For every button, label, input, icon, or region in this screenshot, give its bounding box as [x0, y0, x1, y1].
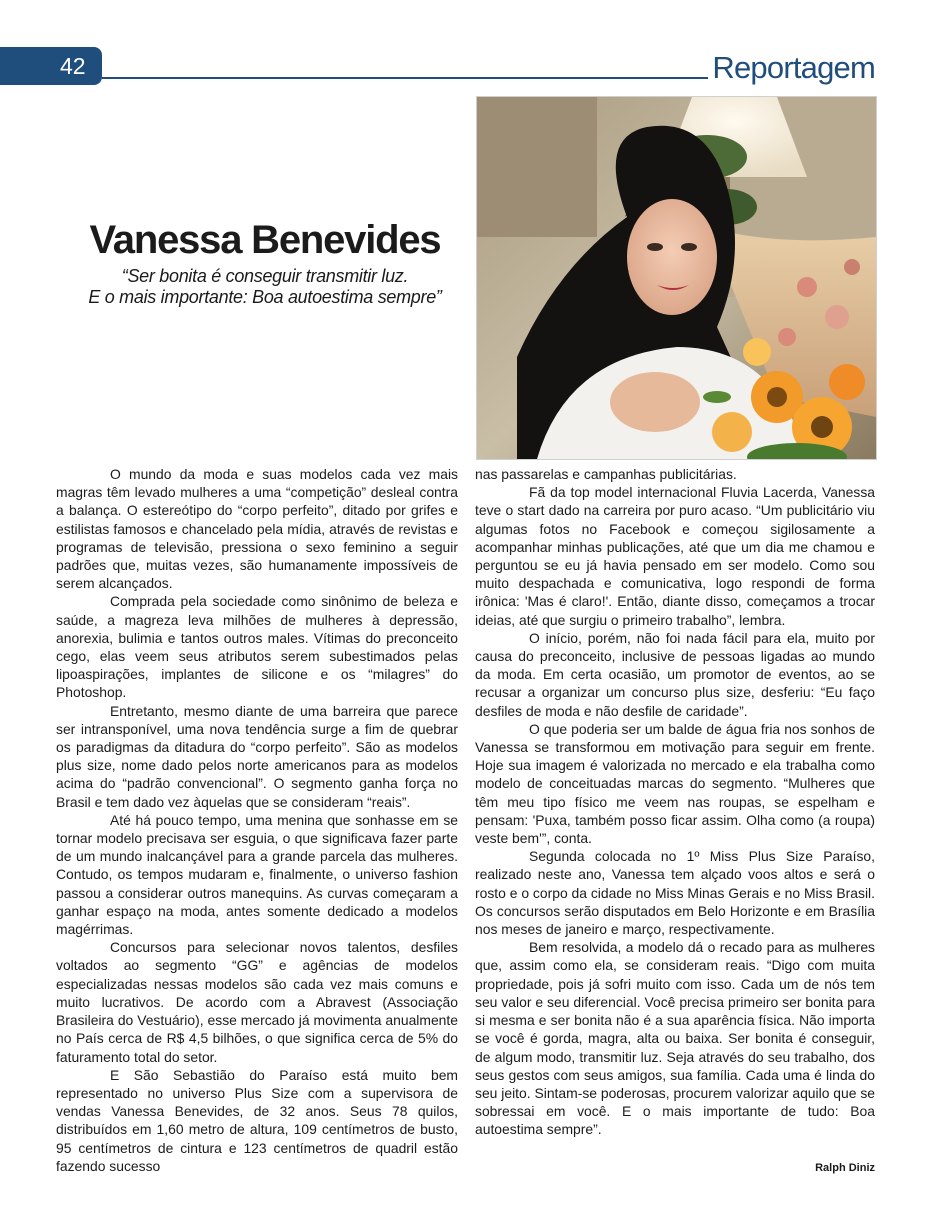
- article-column-right: [475, 465, 875, 1139]
- paragraph: O mundo da moda e suas modelos cada vez mais magras têm levado mulheres a uma “competição” desleal contra a balança. O estereótipo do “corpo perfeito”, ditado por grifes e estilistas famosos e chancelado pela mídia, através de revistas e programas de televisão, pressiona o sexo feminino a seguir padrões que, muitas vezes, são humanamente impossíveis de serem alcançados.: [56, 466, 458, 592]
- paragraph: Bem resolvida, a modelo dá o recado para as mulheres que, assim como ela, se consideram reais. “Digo com muita propriedade, pois já sofri muito com isso. Cada um de nós tem seu valor e seu diferencial. Você precisa primeiro ser bonita para si mesma e ser bonita não é a sua aparência física. Não importa se você é gorda, magra, alta ou baixa. Ser bonita é conseguir, de algum modo, transmitir luz. Seja através do seu trabalho, dos seus gestos com seus amigos, sua família. Cada uma é linda do seu jeito. Sintam-se poderosas, procurem valorizar aquilo que se sobressai em você. E o mais importante de tudo: Boa autoestima sempre”.: [475, 939, 875, 1138]
- quote-line-1: “Ser bonita é conseguir transmitir luz.: [121, 266, 409, 286]
- portrait-photo: [476, 96, 877, 460]
- paragraph: E São Sebastião do Paraíso está muito bem representado no universo Plus Size com a supervisora de vendas Vanessa Benevides, de 32 anos. Seus 78 quilos, distribuídos em 1,60 metro de altura, 109 centímetros de busto, 95 centímetros de cintura e 123 centímetros de quadril estão fazendo sucesso: [56, 1066, 458, 1174]
- section-title: Reportagem: [712, 50, 875, 85]
- page-number: 42: [60, 53, 86, 79]
- author-byline: Ralph Diniz: [815, 1162, 875, 1174]
- paragraph: Comprada pela sociedade como sinônimo de beleza e saúde, a magreza leva milhões de mulheres à depressão, anorexia, bulimia e tantos outros males. Vítimas do preconceito cego, elas veem seus atributos serem subestimados pelas lipoaspirações, implantes de silicone e os “milagres” do Photoshop.: [56, 593, 458, 701]
- paragraph: Concursos para selecionar novos talentos, desfiles voltados ao segmento “GG” e agências de modelos especializadas nessas modelos são cada vez mais comuns e muito lucrativos. De acordo com a Abravest (Associação Brasileira do Vestuário), esse mercado já movimenta anualmente no País cerca de R$ 4,5 bilhões, o que significa cerca de 5% do faturamento total do setor.: [56, 939, 458, 1065]
- quote-line-2: E o mais importante: Boa autoestima sempre”: [88, 287, 442, 307]
- paragraph: Fã da top model internacional Fluvia Lacerda, Vanessa teve o start dado na carreira por puro acaso. “Um publicitário viu algumas fotos no Facebook e começou sigilosamente a acompanhar minhas publicações, até que um dia me chamou e perguntou se eu já havia pensado em ser modelo. Como sou muito despachada e comunicativa, logo respondi de forma irônica: 'Mas é claro!'. Então, diante disso, começamos a trocar ideias, até que surgiu o primeiro trabalho”, lembra.: [475, 484, 875, 628]
- paragraph: Até há pouco tempo, uma menina que sonhasse em se tornar modelo precisava ser esguia, o que significava fazer parte de um mundo inalcançável para a grande parcela das mulheres. Contudo, os tempos mudaram e, finalmente, o universo fashion passou a considerar outros manequins. As curvas começaram a ganhar espaço na moda, antes somente dedicado a modelos magérrimas.: [56, 811, 458, 938]
- page-number-tab: [0, 47, 102, 85]
- article-title: Vanessa Benevides: [89, 218, 441, 262]
- paragraph: O que poderia ser um balde de água fria nos sonhos de Vanessa se transformou em motivação para seguir em frente. Hoje sua imagem é valorizada no mercado e ela trabalha como modelo de conceituadas marcas do segmento. “Mulheres que têm meu tipo físico me veem nas roupas, se espelham e pensam: 'Puxa, também posso ficar assim. Olha como (a roupa) veste bem'”, conta.: [475, 720, 875, 847]
- article-column-left: [56, 465, 458, 1175]
- header-rule: [102, 77, 708, 79]
- paragraph: O início, porém, não foi nada fácil para ela, muito por causa do preconceito, inclusive de pessoas ligadas ao mundo da moda. Em certa ocasião, um promotor de eventos, ao se recusar a organizar um concurso plus size, desferiu: “Eu faço desfiles de moda e não desfile de caridade”.: [475, 629, 875, 719]
- article-subtitle-quote: [56, 266, 474, 308]
- paragraph: Segunda colocada no 1º Miss Plus Size Paraíso, realizado neste ano, Vanessa tem alçado voos altos e será o rosto e o corpo da cidade no Miss Minas Gerais e no Miss Brasil. Os concursos serão disputados em Belo Horizonte e em Brasília nos meses de janeiro e março, respectivamente.: [475, 848, 875, 938]
- paragraph: Entretanto, mesmo diante de uma barreira que parece ser intransponível, uma nova tendência surge a fim de quebrar os paradigmas da ditadura do “corpo perfeito”. São as modelos plus size, nome dado pelos norte americanos para as modelos acima do “padrão convencional”. O segmento ganha força no Brasil e tem dado vez àquelas que se consideram “reais”.: [56, 702, 458, 810]
- paragraph: nas passarelas e campanhas publicitárias.: [475, 466, 737, 482]
